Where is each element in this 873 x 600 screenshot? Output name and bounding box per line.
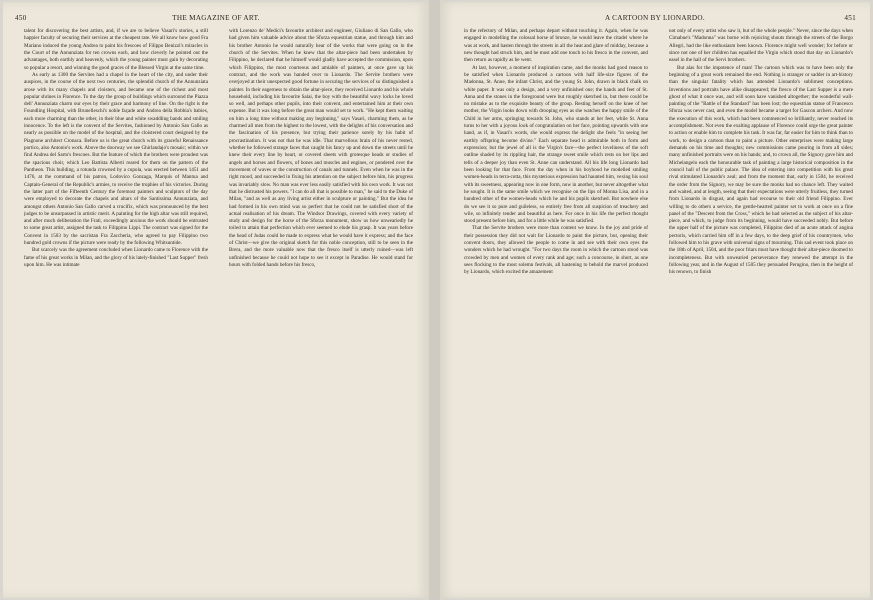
paragraph: talent for discovering the best artists, and, if we are to believe Vasari's stories, a still happier faculty of securing their services at the cheapest rate. We all know how good Fra Mariano induced the young Andrea to paint his frescoes of Filippo Benizzi's miracles in the Court of the Annunziata for ten crowns each, and how cleverly he pointed out the advantages, both earthly and heavenly, which the young painter must gain by decorating so popular a resort, and winning the good graces of the Blessed Virgin at the same time. (24, 28, 208, 71)
left-running-title: THE MAGAZINE OF ART. (172, 14, 260, 22)
paragraph: That the Servite brothers were more than content we know. In the joy and pride of their possession they did not wait for Lionardo to paint the picture, but, opening their convent doors, they allowed the people to come in and see with their own eyes the wonders which he had wrought. "For two days the room in which the cartoon stood was crowded by men and women of every rank and age; such a concourse, in short, as one sees flocking to the most solemn festivals, all hastening to behold the marvel produced by Lionardo, which excited the amazement (464, 225, 648, 276)
paragraph: At last, however, a moment of inspiration came, and the monks had good reason to be satisfied when Lionardo produced a cartoon with half life-size figures of the Madonna, St. Anne, the infant Christ, and the young St. John, drawn in black chalk on white paper. It was only a design, and a very unfinished one; the hands and feet of St. Anna and the stones in the foreground were but roughly sketched in, but there could be no mistake as to the exquisite beauty of the group. Resting herself on the knee of her mother, the Virgin looks down with drooping eyes as she watches the happy smile of the Child in her arms, springing towards St. John, who stands at her feet, while St. Anna turns to her with a joyous look of congratulation on her face, pointing upwards with one hand, as if, in Vasari's words, she would express the delight she feels "in seeing her earthly offspring become divine." Each separate head is admirable both in form and expression; but the jewel of all is the Virgin's face—the perfect loveliness of the soft outline shaded by its rippling hair, the strange sweet smile which rests on her lips and tells of a deeper joy than even St. Anne can understand. All his life long Lionardo had been looking for that face. From the day when in his boyhood he modelled smiling women-heads in terra-cotta, this mysterious expression had haunted him, vexing his soul with its sweetness, appearing now in one form, now in another, but never altogether what he sought. It is the same smile which we recognise on the lips of Monna Lisa, and in a hundred other of the women-heads which he and his pupils sketched. But nowhere else do we see it so pure and guileless, so entirely free from all suspicion of treachery and wile, so infinitely tender and beautiful as here. For once in his life the perfect thought stood present before him, and for a little while he was satisfied. (464, 64, 648, 225)
right-page-header (440, 14, 870, 26)
left-page (3, 2, 429, 598)
paragraph: As early as 1300 the Servites had a chapel in the heart of the city, and under their auspices, in the course of the next two centuries, the splendid church of the Annunziata arose with its many chapels and cloisters, and became one of the richest and most popular shrines in Florence. To the day the group of buildings which surround the Piazza dell' Annunziata charm our eyes by their grace and harmony of line. On the right is the Foundling Hospital, with Brunelleschi's noble façade and Andrea della Robbia's babies, each more charming than the other, in their blue and white swaddling bands and smiling innocence. To the left is the convent of the Servites, fashioned by Antonio San Gallo as nearly as possible on the model of the hospital, and the cloistered court designed by the Piagnone architect Cronaca. Before us is the great church with its graceful Renaissance portico, also Antonio's work. Above the doorway we see Ghirlandajo's mosaic; within we find Andrea del Sarto's frescoes. But the feature of which the brothers were proudest was the spacious choir, which Leo Battista Alberti reared for them on the pattern of the Pantheon. This building, a rotunda crowned by a cupola, was erected between 1451 and 1476, at the command of his patron, Lodovico Gonzaga, Marquis of Mantua and Captain-General of the Republic's armies, to receive the trophies of his victories. During the latter part of the Fifteenth Century the foremost painters and sculptors of the day were employed to decorate the chapels and altars of the Santissima Annunziata, and amongst others Antonio San Gallo carved a crucifix, which was pronounced by the best judges to be unsurpassed in artistic merit. A painting for the high altar was still required, and after much deliberation the Frati, exceedingly anxious the work should be entrusted to some great artist, assigned the task to Filippino Lippi. The contract was signed for the Convent in 1503 by the sacristan Fra Zaccheria, who agreed to pay Filippino two hundred gold crowns if the picture were ready by the following Whitsuntide. (24, 71, 208, 247)
right-column-2 (669, 28, 853, 588)
left-column-2 (229, 28, 413, 588)
paragraph: But scarcely was the agreement concluded when Lionardo came to Florence with the fame of his great works in Milan, and the glory of his lately-finished "Last Supper" fresh upon him. He was intimate (24, 247, 208, 268)
left-page-header (3, 14, 429, 26)
left-column-1 (24, 28, 208, 588)
right-page-number: 451 (844, 14, 856, 22)
paragraph: not only of every artist who saw it, but of the whole people." Never, since the days when Cimabue's "Madonna" was borne with rejoicing shouts through the streets of the Borgo Allegri, had the like enthusiasm been known. Florence might well wonder; for before or since not one of her children has equalled the Virgin which stood that day on Lionardo's easel in the hall of the Servi brothers. (669, 28, 853, 64)
right-running-title: A CARTOON BY LIONARDO. (604, 14, 705, 22)
paragraph: in the refectory of Milan, and perhaps depart without touching it. Again, when he was engaged in modelling the colossal horse of bronze, he would leave the citadel where he was at work, and hasten through the streets in all the heat and glare of midday, because a new thought had struck him, and he must add one touch to his fresco in the convent, and then return as rapidly as he went. (464, 28, 648, 64)
left-page-number: 450 (15, 14, 27, 22)
paragraph: with Lorenzo de' Medici's favourite architect and engineer, Giuliano di San Gallo, who had given him valuable advice about the Sforza equestrian statue, and through him and his brother Antonio he would naturally hear of the works that were going on in the church of the Servites. When he knew that the altar-piece had been undertaken by Filippino, he declared that he himself would gladly have accepted the commission, upon which Filippino, the most courteous and amiable of painters, at once gave up his contract, and the work was handed over to Lionardo. The Servite brothers were overjoyed at their unexpected good fortune in securing the services of so distinguished a painter. In their eagerness to obtain the altar-piece, they received Lionardo and his whole household, including his favourite Salai, the boy with the beautiful wavy locks he loved so well, and perhaps other pupils, into their convent, and entertained him at their own expense. But it was long before the great man would set to work. "He kept them waiting on him a long time without making any beginning," says Vasari, charming them, as he charmed all men from the highest to the lowest, with the delights of his conversation and the fascination of his presence, but trying their patience sorely by his habit of procrastination. It was not that he was idle. That marvellous brain of his never rested, whether he followed strange faces that caught his fancy up and down the streets until he knew their every line by heart, or covered sheets with grotesque heads or studies of angels and horses and flowers, of bones and muscles and engines, or pondered over the movement of waves or the construction of canals and tunnels. Even when he was in the right mood, and succeeded in fixing his attention on the subject before him, his progress was invariably slow. No man was ever less easily satisfied with his own work. It was not that he distrusted his powers. "I can do all that is possible to man," he said to the Duke of Milan, "and as well as any living artist either in sculpture or painting." But the idea he had formed in his own mind was so perfect that he could not be satisfied short of the actual realisation of his dream. The Windsor Drawings, covered with every variety of study and design for the horse of the Sforza monument, show us how unweariedly he toiled to attain that perfection which ever seemed to elude his grasp. It was years before the head of Judas could be made to express what he would have it express; and the face of Christ—we give the original sketch for this noble conception, still to be seen in the Brera, and the more valuable now that the fresco itself is utterly ruined—was left unfinished because he could not hope to see it except in Paradise. He would stand for hours with folded hands before his fresco, (229, 28, 413, 268)
book-gutter (429, 0, 440, 600)
right-page (440, 2, 870, 598)
paragraph: But alas for the impotence of man! The cartoon which was to have been only the beginning of a great work remained the end. Nothing is stranger or sadder in art-history than the singular fatality which has attended Lionardo's sublimest conceptions. Inventions and portraits have alike disappeared; the fresco of the Last Supper is a mere ghost of what it once was, and will soon have vanished altogether; the wonderful wall-painting of the "Battle of the Standard" has been lost; the equestrian statue of Francesco Sforza was never cast, and even the model became a target for Gascon archers. And now the execution of this work, which had been commenced so brilliantly, never reached its accomplishment. Not even the exalting applause of Florence could urge the great painter to action or enable him to complete his task. It was far, far easier for him to think than to work, to design a cartoon than to paint a picture. Other enterprises were making large demands on his time and thoughts; new commissions came pouring in from all sides; many unfinished portraits were on his hands; and, to crown all, the Signory gave him and Michelangelo each the honourable task of painting a large historical composition in the council hall of the public palace. The idea of entering into competition with his great rival stimulated Lionardo's zeal; and from the moment that, early in 1504, he received the order from the Signory, we may be sure the monks had no chance left. They waited and waited, and at length, seeing that their expectations were utterly fruitless, they turned from Lionardo in disgust, and again had recourse to their old friend Filippino. Ever willing to do others a service, the gentle-hearted painter set to work at once on a fine panel of the "Descent from the Cross," which he had selected as the subject of his altar-piece, and which, to judge from its beginning, would have succeeded nobly. But before the upper half of the picture was completed, Filippino died of an acute attack of angina pectoris, which carried him off in a few days, to the deep grief of his countrymen, who followed him to his grave with universal signs of mourning. This sad event took place on the 18th of April, 1504, and the poor friars must have thought their altar-piece doomed to incompleteness. But with unwearied perseverance they renewed the attempt in the following year, and in the August of 1505 they persuaded Perugino, then in the height of his renown, to finish (669, 64, 853, 276)
right-column-1 (464, 28, 648, 588)
